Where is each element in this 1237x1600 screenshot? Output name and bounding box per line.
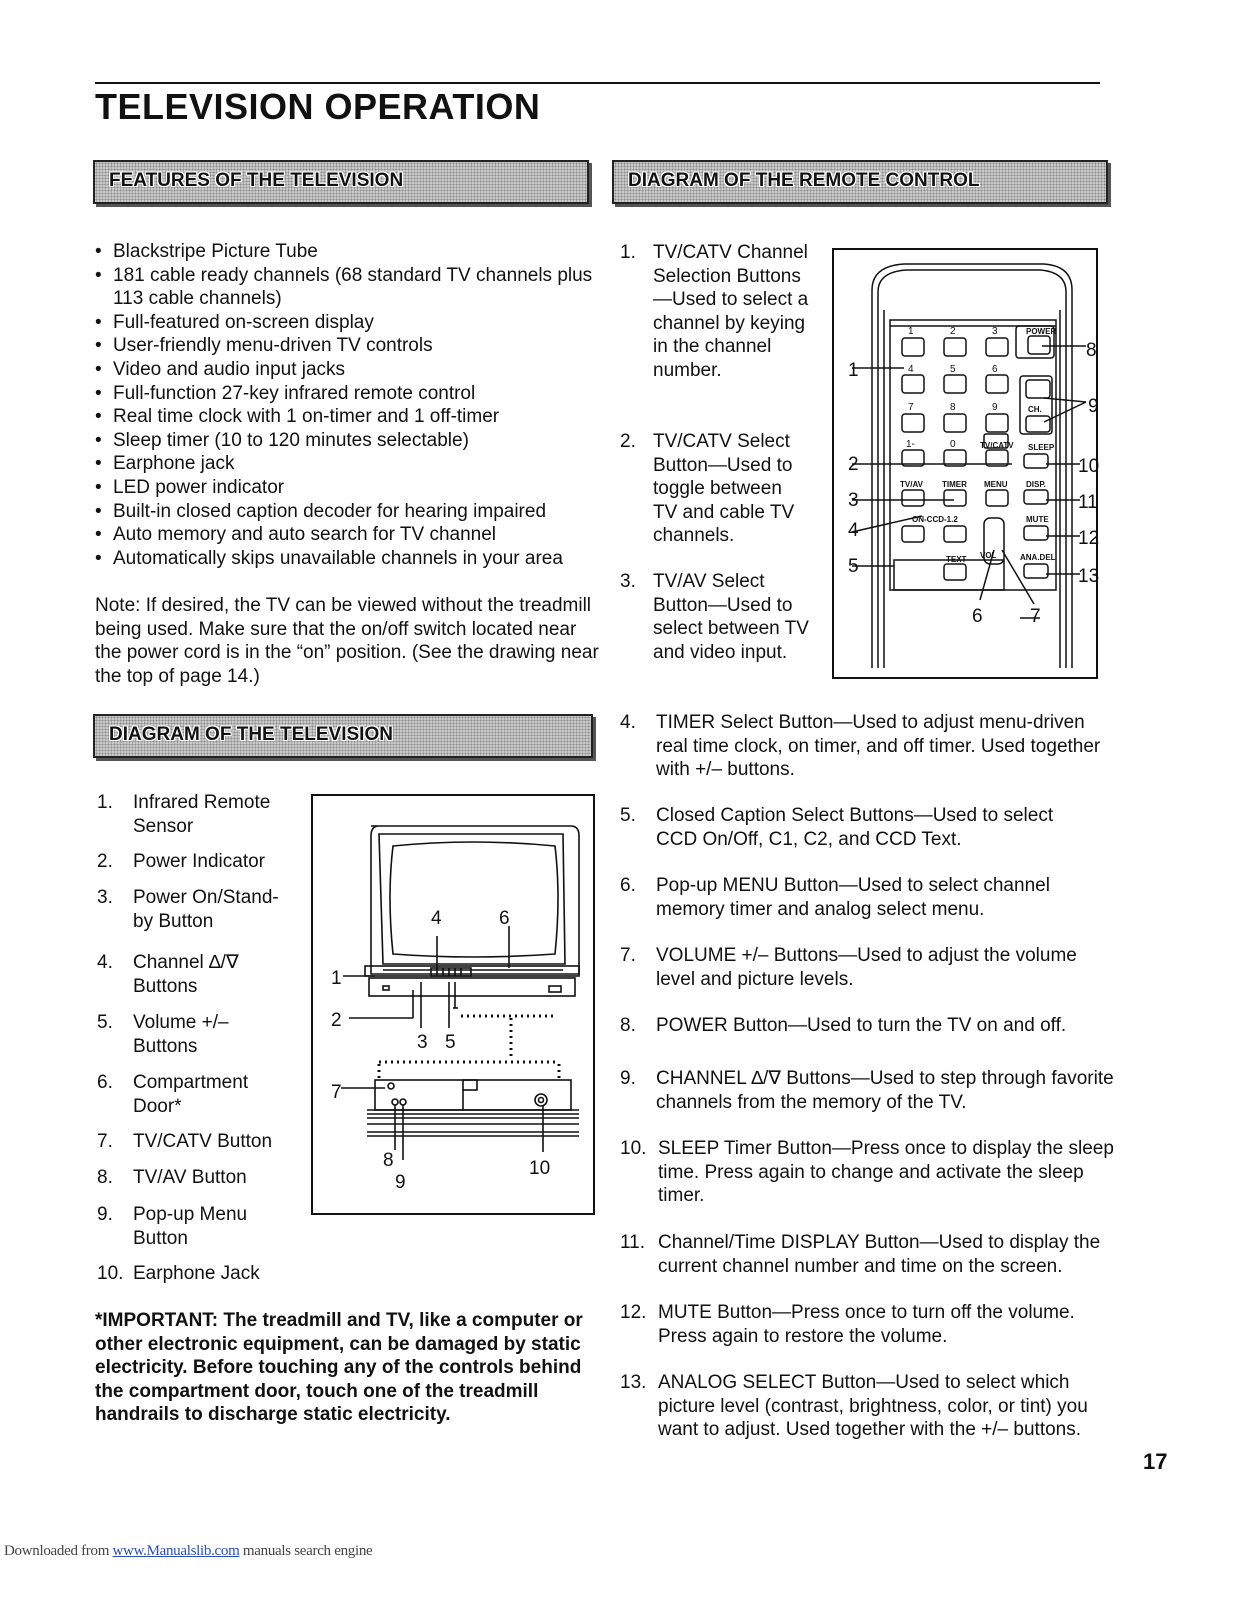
- remote-key-number: 1: [908, 326, 914, 337]
- tv-item-number: 8.: [97, 1167, 113, 1188]
- remote-key-number: 1-: [906, 439, 915, 450]
- feature-item: • Full-function 27-key infrared remote control: [93, 382, 593, 406]
- tv-item-text: Earphone Jack: [133, 1263, 260, 1284]
- remote-label-anadel: ANA.DEL: [1020, 553, 1056, 562]
- tv-callout: 9: [395, 1172, 406, 1193]
- feature-item: • Full-featured on-screen display: [93, 311, 593, 335]
- feature-item: • User-friendly menu-driven TV controls: [93, 334, 593, 358]
- footer-suffix: manuals search engine: [239, 1543, 373, 1559]
- important-warning: *IMPORTANT: The treadmill and TV, like a computer or other electronic equipment, can be damaged by static electricity. Before touching any of the controls behind the compartment door, touch one of the treadmill handrails to discharge static electricity.: [95, 1310, 583, 1426]
- remote-callout: 3: [848, 490, 859, 511]
- tv-item-number: 10.: [97, 1263, 124, 1284]
- remote-callout: 10: [1078, 456, 1100, 477]
- remote-diagram-drawing: [834, 250, 1100, 677]
- remote-label-sleep: SLEEP: [1028, 443, 1055, 452]
- remote-item-text: Pop-up MENU Button—Used to select channel memory timer and analog select menu.: [656, 875, 1050, 920]
- remote-item-text: Closed Caption Select Buttons—Used to select CCD On/Off, C1, C2, and CCD Text.: [656, 805, 1054, 850]
- remote-label-mute: MUTE: [1026, 515, 1049, 524]
- remote-item-number: 10.: [620, 1138, 647, 1159]
- feature-item: • Video and audio input jacks: [93, 358, 593, 382]
- tv-item-number: 4.: [97, 952, 113, 973]
- remote-item-text: Channel/Time DISPLAY Button—Used to display the current channel number and time on the screen.: [658, 1232, 1101, 1277]
- remote-item-text: SLEEP Timer Button—Press once to display the sleep time. Press again to change and activate the sleep timer.: [658, 1138, 1114, 1207]
- remote-label-vol: VOL: [980, 551, 997, 560]
- remote-key-number: 5: [950, 364, 956, 375]
- remote-item-text: TV/CATV Select Button—Used to toggle between TV and cable TV channels.: [653, 431, 795, 547]
- tv-diagram-heading-bar: [93, 714, 593, 758]
- manualslib-link[interactable]: www.Manualslib.com: [112, 1543, 240, 1559]
- remote-item-text: TV/CATV Channel Selection Buttons—Used to select a channel by keying in the channel number.: [653, 242, 809, 381]
- page-title: TELEVISION OPERATION: [95, 86, 541, 127]
- remote-label-text: TEXT: [946, 555, 967, 564]
- feature-item: • Automatically skips unavailable channels in your area: [93, 547, 593, 571]
- remote-label-ch: CH.: [1028, 405, 1042, 414]
- footer-prefix: Downloaded from: [4, 1543, 113, 1559]
- tv-item-number: 3.: [97, 887, 113, 908]
- feature-item: • Sleep timer (10 to 120 minutes selectable): [93, 429, 593, 453]
- header-rule: [95, 82, 1100, 84]
- remote-label-tvav: TV/AV: [900, 480, 923, 489]
- remote-item-text: CHANNEL ∆/∇ Buttons—Used to step through favorite channels from the memory of the TV.: [656, 1068, 1114, 1113]
- tv-callout: 6: [499, 908, 510, 929]
- feature-item: • Real time clock with 1 on-timer and 1 off-timer: [93, 405, 593, 429]
- feature-item: • Built-in closed caption decoder for hearing impaired: [93, 500, 593, 524]
- tv-callout: 4: [431, 908, 442, 929]
- tv-item-text: TV/AV Button: [133, 1167, 247, 1188]
- remote-item-text: TIMER Select Button—Used to adjust menu-driven real time clock, on timer, and off timer. Used together with +/– buttons.: [656, 712, 1101, 781]
- tv-callout: 3: [417, 1032, 428, 1053]
- remote-key-number: 4: [908, 364, 914, 375]
- feature-item: • Auto memory and auto search for TV channel: [93, 523, 593, 547]
- tv-diagram-drawing: [313, 796, 593, 1213]
- tv-item-text: Pop-up Menu Button: [133, 1204, 248, 1249]
- tv-callout: 7: [331, 1082, 342, 1103]
- remote-item-text: MUTE Button—Press once to turn off the volume. Press again to restore the volume.: [658, 1302, 1075, 1347]
- remote-item-number: 13.: [620, 1372, 647, 1393]
- remote-callout: 2: [848, 454, 859, 475]
- remote-key-number: 0: [950, 439, 956, 450]
- tv-item-number: 2.: [97, 851, 113, 872]
- tv-callout: 5: [445, 1032, 456, 1053]
- remote-callout: 4: [848, 520, 859, 541]
- features-note: Note: If desired, the TV can be viewed without the treadmill being used. Make sure that the on/off switch located near the power cord is in the “on” position. (See the drawing near the top of page 14.): [95, 595, 599, 687]
- remote-callout: 13: [1078, 566, 1100, 587]
- features-list: [93, 240, 593, 570]
- tv-diagram-heading: DIAGRAM OF THE TELEVISION: [109, 724, 393, 745]
- remote-callout: 1: [848, 360, 859, 381]
- remote-callout: 9: [1088, 396, 1099, 417]
- remote-item-number: 3.: [620, 571, 636, 592]
- remote-key-number: 9: [992, 402, 998, 413]
- features-heading-bar: [93, 160, 589, 204]
- feature-item: • 181 cable ready channels (68 standard TV channels plus 113 cable channels): [93, 264, 593, 311]
- tv-callout: 2: [331, 1010, 342, 1031]
- feature-item: • Earphone jack: [93, 452, 593, 476]
- remote-heading-bar: [612, 160, 1108, 204]
- features-heading: FEATURES OF THE TELEVISION: [109, 170, 404, 191]
- download-footer: [4, 1543, 372, 1560]
- remote-item-number: 6.: [620, 875, 636, 896]
- tv-callout: 1: [331, 968, 342, 989]
- remote-item-number: 11.: [620, 1232, 646, 1253]
- feature-item: • Blackstripe Picture Tube: [93, 240, 593, 264]
- remote-callout: 8: [1086, 340, 1097, 361]
- remote-heading: DIAGRAM OF THE REMOTE CONTROL: [628, 170, 980, 191]
- remote-diagram-figure: [832, 248, 1098, 679]
- tv-item-text: TV/CATV Button: [133, 1131, 273, 1152]
- tv-item-text: Infrared Remote Sensor: [133, 792, 271, 837]
- remote-key-number: 6: [992, 364, 998, 375]
- tv-item-number: 5.: [97, 1012, 113, 1033]
- remote-callout: 7: [1030, 606, 1041, 627]
- tv-item-number: 6.: [97, 1072, 113, 1093]
- page-number: 17: [1143, 1449, 1168, 1474]
- tv-item-number: 7.: [97, 1131, 113, 1152]
- remote-item-number: 7.: [620, 945, 636, 966]
- remote-callout: 12: [1078, 528, 1100, 549]
- remote-label-timer: TIMER: [942, 480, 967, 489]
- remote-item-number: 5.: [620, 805, 636, 826]
- tv-callout: 8: [383, 1150, 394, 1171]
- remote-label-power: POWER: [1026, 327, 1057, 336]
- tv-item-text: Channel ∆/∇ Buttons: [133, 952, 239, 997]
- remote-item-text: ANALOG SELECT Button—Used to select which picture level (contrast, brightness, color, or tint) you want to adjust. Used together with the +/– buttons.: [658, 1372, 1088, 1441]
- tv-screen: [390, 842, 558, 957]
- tv-item-text: Power On/Stand-by Button: [133, 887, 279, 932]
- remote-key-number: 8: [950, 402, 956, 413]
- remote-item-number: 9.: [620, 1068, 636, 1089]
- remote-item-number: 12.: [620, 1302, 647, 1323]
- remote-label-menu: MENU: [984, 480, 1008, 489]
- remote-item-text: POWER Button—Used to turn the TV on and off.: [656, 1015, 1067, 1036]
- remote-label-oncc: ON-CCD-1.2: [912, 515, 958, 524]
- remote-callout: 6: [972, 606, 983, 627]
- remote-item-number: 4.: [620, 712, 636, 733]
- tv-item-number: 9.: [97, 1204, 113, 1225]
- remote-label-tvcatv: TV/CATV: [980, 441, 1014, 450]
- tv-item-text: Power Indicator: [133, 851, 266, 872]
- tv-diagram-figure: [311, 794, 595, 1215]
- remote-item-number: 1.: [620, 242, 636, 263]
- tv-item-text: Compartment Door*: [133, 1072, 249, 1117]
- remote-item-text: VOLUME +/– Buttons—Used to adjust the volume level and picture levels.: [656, 945, 1077, 990]
- remote-item-text: TV/AV Select Button—Used to select between TV and video input.: [653, 571, 809, 663]
- tv-cabinet: [371, 826, 579, 974]
- tv-item-text: Volume +/– Buttons: [133, 1012, 229, 1057]
- remote-item-number: 2.: [620, 431, 636, 452]
- remote-callout: 11: [1078, 492, 1098, 513]
- remote-key-number: 2: [950, 326, 956, 337]
- remote-callout: 5: [848, 556, 859, 577]
- remote-item-number: 8.: [620, 1015, 636, 1036]
- tv-item-number: 1.: [97, 792, 113, 813]
- remote-label-disp: DISP.: [1026, 480, 1046, 489]
- remote-key-number: 7: [908, 402, 914, 413]
- tv-callout: 10: [529, 1158, 551, 1179]
- feature-item: • LED power indicator: [93, 476, 593, 500]
- remote-key-number: 3: [992, 326, 998, 337]
